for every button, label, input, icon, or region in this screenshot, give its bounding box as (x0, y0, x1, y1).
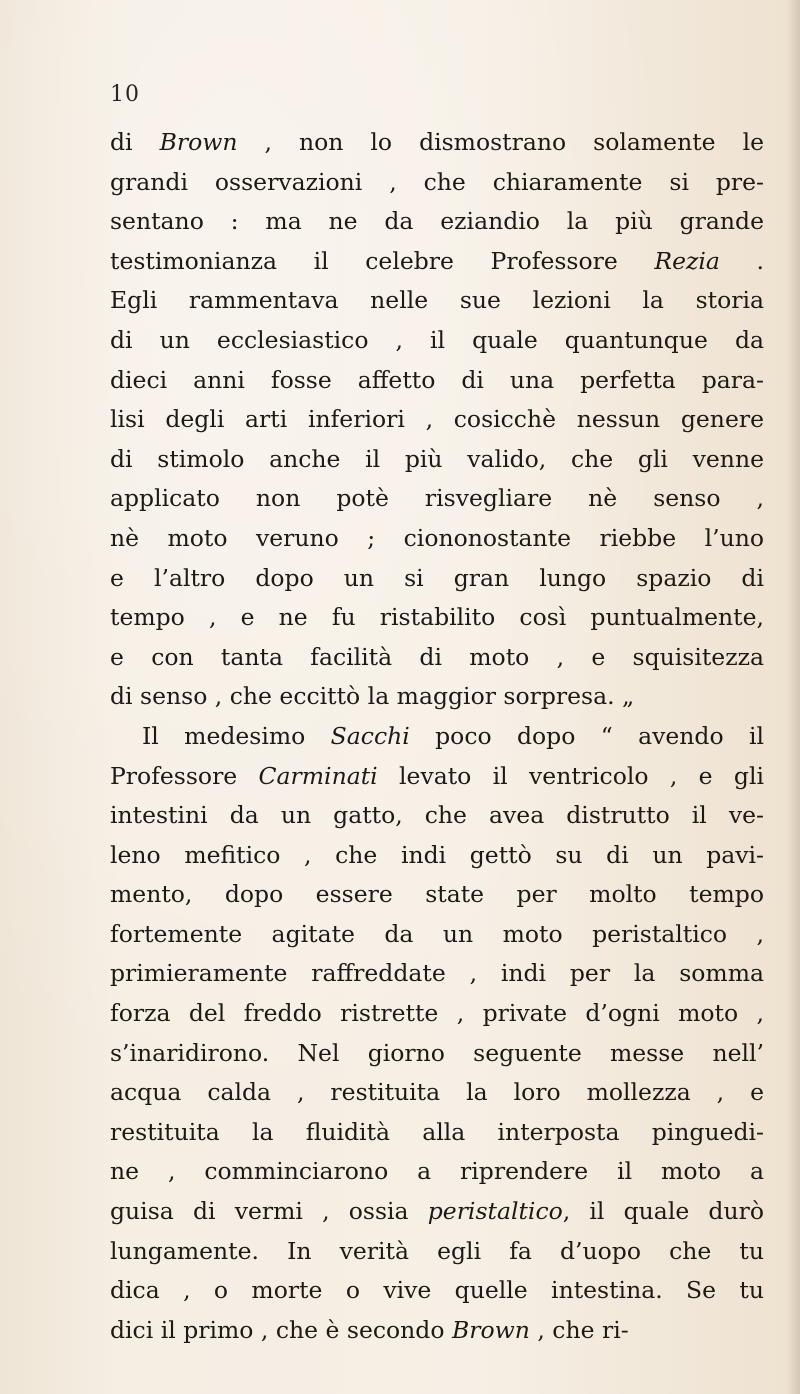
text-segment: dici il primo , che è secondo (110, 1315, 452, 1344)
text-segment: di un ecclesiastico , il quale quantunque da (110, 325, 764, 354)
italic-name: Rezia (654, 246, 720, 275)
text-segment: di (110, 128, 160, 156)
text-segment: Il medesimo (142, 721, 331, 750)
text-line (110, 202, 764, 242)
text-segment: applicato non potè risvegliare nè senso , (110, 484, 764, 513)
text-segment: mento, dopo essere state per molto tempo (110, 880, 764, 909)
text-line (110, 757, 764, 797)
text-segment: s’inaridirono. Nel giorno seguente messe nell’ (110, 1038, 764, 1067)
text-segment: dica , o morte o vive quelle intestina. Se tu (110, 1276, 764, 1305)
text-line (110, 994, 764, 1034)
text-segment: lungamente. In verità egli fa d’uopo che tu (110, 1236, 764, 1265)
italic-name: Brown (451, 1315, 530, 1344)
text-segment: lisi degli arti inferiori , cosicchè nessun genere (110, 405, 764, 434)
text-line (110, 400, 764, 440)
text-segment: di senso , che eccittò la maggior sorpresa. „ (110, 682, 635, 711)
text-line (110, 915, 764, 955)
text-line (110, 796, 764, 836)
text-line (110, 598, 764, 638)
text-segment: forza del freddo ristrette , private d’ogni moto , (110, 999, 764, 1028)
text-segment: fortemente agitate da un moto peristaltico , (110, 919, 764, 948)
text-segment: restituita la fluidità alla interposta pinguedi- (110, 1117, 764, 1146)
text-segment: testimonianza il celebre Professore (110, 246, 655, 275)
text-segment: nè moto veruno ; ciononostante riebbe l’uno (110, 523, 764, 552)
italic-name: Sacchi (330, 721, 410, 750)
text-line (110, 281, 764, 321)
text-line (110, 1113, 764, 1153)
italic-name: Brown (159, 128, 238, 156)
italic-name: Carminati (258, 761, 378, 790)
text-segment: e l’altro dopo un si gran lungo spazio di (110, 563, 764, 592)
text-line (110, 1152, 764, 1192)
page-edge-shadow (786, 0, 800, 1394)
text-line (110, 479, 764, 519)
text-segment: levato il ventricolo , e gli (377, 761, 764, 790)
text-segment: guisa di vermi , ossia (110, 1197, 428, 1226)
text-segment: intestini da un gatto, che avea distrutto il ve- (110, 801, 764, 830)
text-segment: grandi osservazioni , che chiaramente si pre- (110, 167, 764, 196)
body-text (110, 123, 764, 1350)
text-line (110, 123, 764, 163)
text-line (110, 242, 764, 282)
text-segment: e con tanta facilità di moto , e squisitezza (110, 642, 764, 671)
text-segment: , che ri- (529, 1315, 629, 1344)
text-line (110, 1073, 764, 1113)
text-line (110, 361, 764, 401)
text-segment: sentano : ma ne da eziandio la più grande (110, 207, 764, 236)
text-line (110, 677, 764, 717)
text-line (110, 163, 764, 203)
text-line (110, 440, 764, 480)
text-segment: primieramente raffreddate , indi per la somma (110, 959, 764, 988)
text-segment: Egli rammentava nelle sue lezioni la storia (110, 286, 764, 315)
text-segment: , non lo dismostrano solamente le (237, 128, 764, 156)
text-line (110, 1311, 764, 1351)
text-line (110, 321, 764, 361)
text-segment: poco dopo “ avendo il (409, 721, 764, 750)
text-segment: acqua calda , restituita la loro mollezza , e (110, 1078, 764, 1107)
text-line (110, 1271, 764, 1311)
text-segment: Professore (110, 761, 259, 790)
text-segment: di stimolo anche il più valido, che gli venne (110, 444, 764, 473)
page-number: 10 (110, 82, 140, 107)
text-segment: tempo , e ne fu ristabilito così puntualmente, (110, 603, 764, 632)
text-line (110, 638, 764, 678)
italic-name: peristaltico (427, 1197, 563, 1226)
text-line (110, 836, 764, 876)
text-segment: ne , comminciarono a riprendere il moto a (110, 1157, 764, 1186)
text-line (110, 1232, 764, 1272)
text-segment: , il quale durò (562, 1197, 764, 1226)
text-line (110, 1034, 764, 1074)
text-line (110, 559, 764, 599)
text-line (110, 875, 764, 915)
text-segment: dieci anni fosse affetto di una perfetta para- (110, 365, 764, 394)
text-line (110, 954, 764, 994)
text-line (110, 1192, 764, 1232)
text-segment: . (719, 246, 764, 275)
text-segment: leno mefitico , che indi gettò su di un pavi- (110, 840, 764, 869)
text-line (110, 717, 764, 757)
text-line (110, 519, 764, 559)
